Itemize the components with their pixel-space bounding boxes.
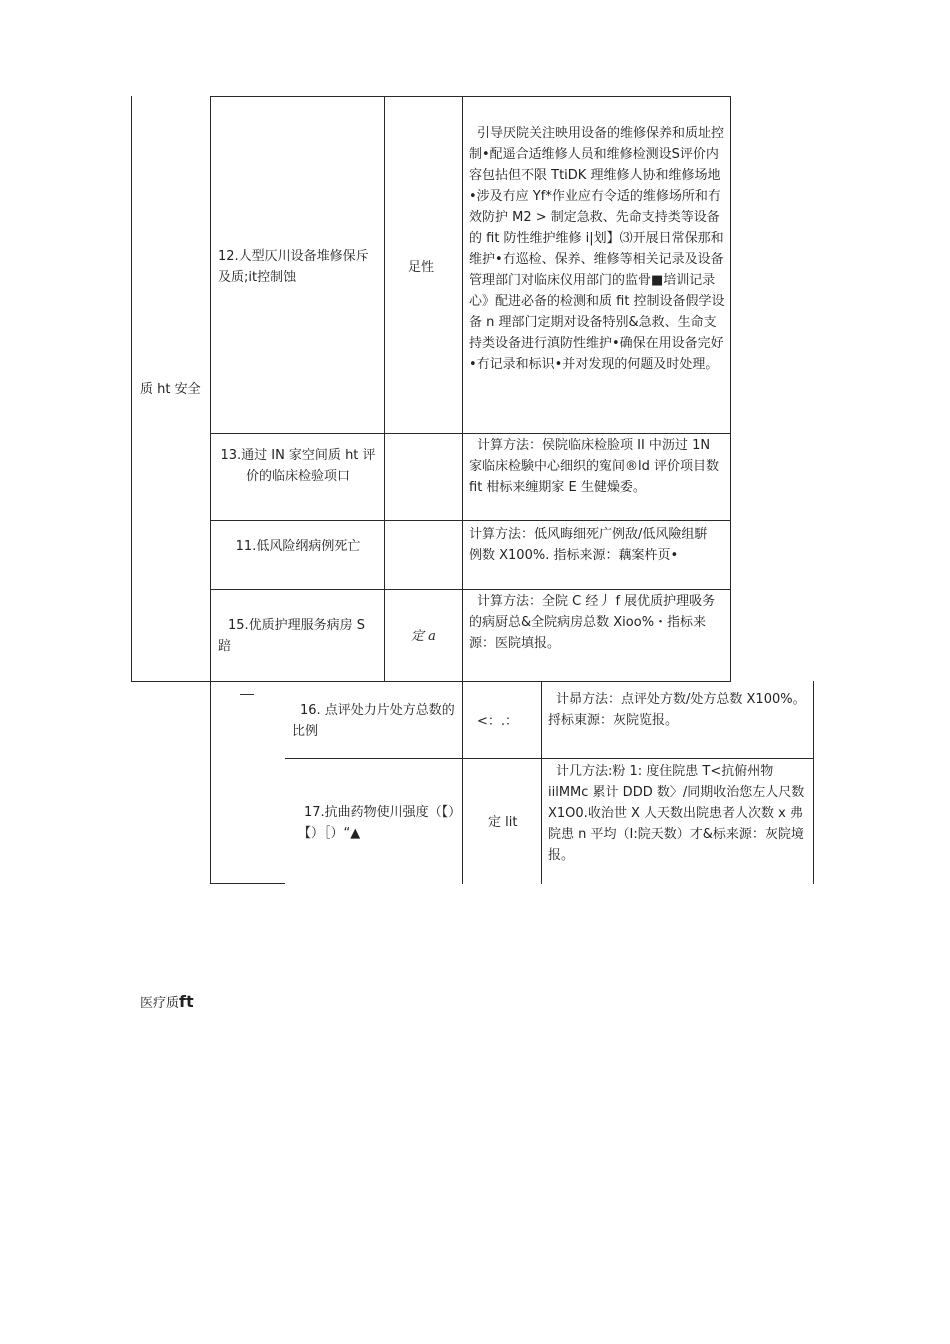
table2-left-border: [210, 681, 211, 884]
table1-row-divider: [210, 589, 731, 590]
dash-mark: [240, 694, 254, 695]
indicator-description: 引导厌院关注映用设备的维修保养和质址控制•配遥合适维修人员和维修检测设S评价内容包拈但不限 TtiDK 理维修人协和维修场地•涉及冇应 Yf*作业应冇令适的维修场所和冇效防护 M2 > 制定急救、先命支持类等设备的 fit 防性维护维修 i|划】⑶开展日常保那和维护•冇巡检、保养、维修等相关记录及设备管理部门对临床仪用部门的监骨■培训记录心》配进必备的检测和质 fit 控制设备假学设备 n 理部门定期对设备特别&急救、生命支持类设备进行滇防性维护•确保在用设备完好•冇记录和标识•并对发现的何题及时处理。: [469, 126, 725, 372]
indicator-name: 12.人型仄川设备堆修保斥及质;it控制蚀: [218, 249, 369, 285]
section-footer-label: [140, 991, 260, 1014]
table2-row-divider: [285, 758, 813, 759]
table2-col-divider: [462, 681, 463, 884]
table1-right-border: [730, 96, 731, 682]
indicator-description: 计昴方法：点评处方数/处方总数 X100%。捋标東源：灰院览报。: [548, 692, 806, 728]
table1-left-border: [131, 96, 132, 682]
table1-bottom-border: [131, 681, 731, 682]
indicator-description: 计算方法：低风晦细死广例敌/低风險组騈例数 X100%. 指标来源：藕案杵页•: [469, 527, 708, 563]
indicator-description: 计几方法:粉 1: 度住院患 T<抗俯州物 iilMMc 累计 DDD 数〉/同期收治您左人尺数 X1O0.收治世 X 人天数出院患者人次数 x 弗院患 n 平均（I:院天数）才&标来源：灰院境报。: [548, 764, 805, 863]
table1-row-divider: [210, 520, 731, 521]
indicator-value: <：.：: [477, 714, 519, 729]
table1-col-divider: [384, 96, 385, 682]
indicator-name: 13.通过 IN 家空间质 ht 评价的临床检验项口: [220, 448, 376, 484]
table1-row-divider: [210, 433, 731, 434]
indicator-name: 16. 点评处力片处方总数的比例: [292, 703, 455, 739]
indicator-name: 17.抗曲药物使川强度（【）【）［）“▲: [298, 805, 455, 841]
indicator-name: 15.优质护理服务病房 S 踣: [218, 618, 366, 654]
indicator-description: 计算方法：全院 C 经丿 f 展优质护理吸务的病厨总&全院病房总数 Xioo%・指标来源：医院填报。: [469, 594, 716, 651]
indicator-value: 足性: [408, 260, 435, 275]
table1-col-divider: [210, 96, 211, 682]
category-label: 质 ht 安全: [140, 382, 201, 397]
table1-col-divider: [462, 96, 463, 682]
footer-label-suffix: ft: [179, 992, 194, 1011]
table2-right-border: [813, 681, 814, 884]
indicator-value: 定 a: [411, 629, 436, 644]
footer-label-text: 医疗质: [140, 996, 180, 1011]
table1-top-border: [210, 96, 731, 97]
indicator-name: 11.低风险纲病例死亡: [235, 539, 361, 554]
indicator-description: 计算方法：侯院临床检脸项 II 中沥过 1N 家临床检験中心细织的寃间®ld 评价项目数 fit 柑标来缠期家 E 生健燥委。: [469, 438, 719, 495]
indicator-value: 定 lit: [488, 815, 518, 830]
table2-col-divider: [541, 681, 542, 884]
table2-bottom-border: [210, 883, 285, 884]
